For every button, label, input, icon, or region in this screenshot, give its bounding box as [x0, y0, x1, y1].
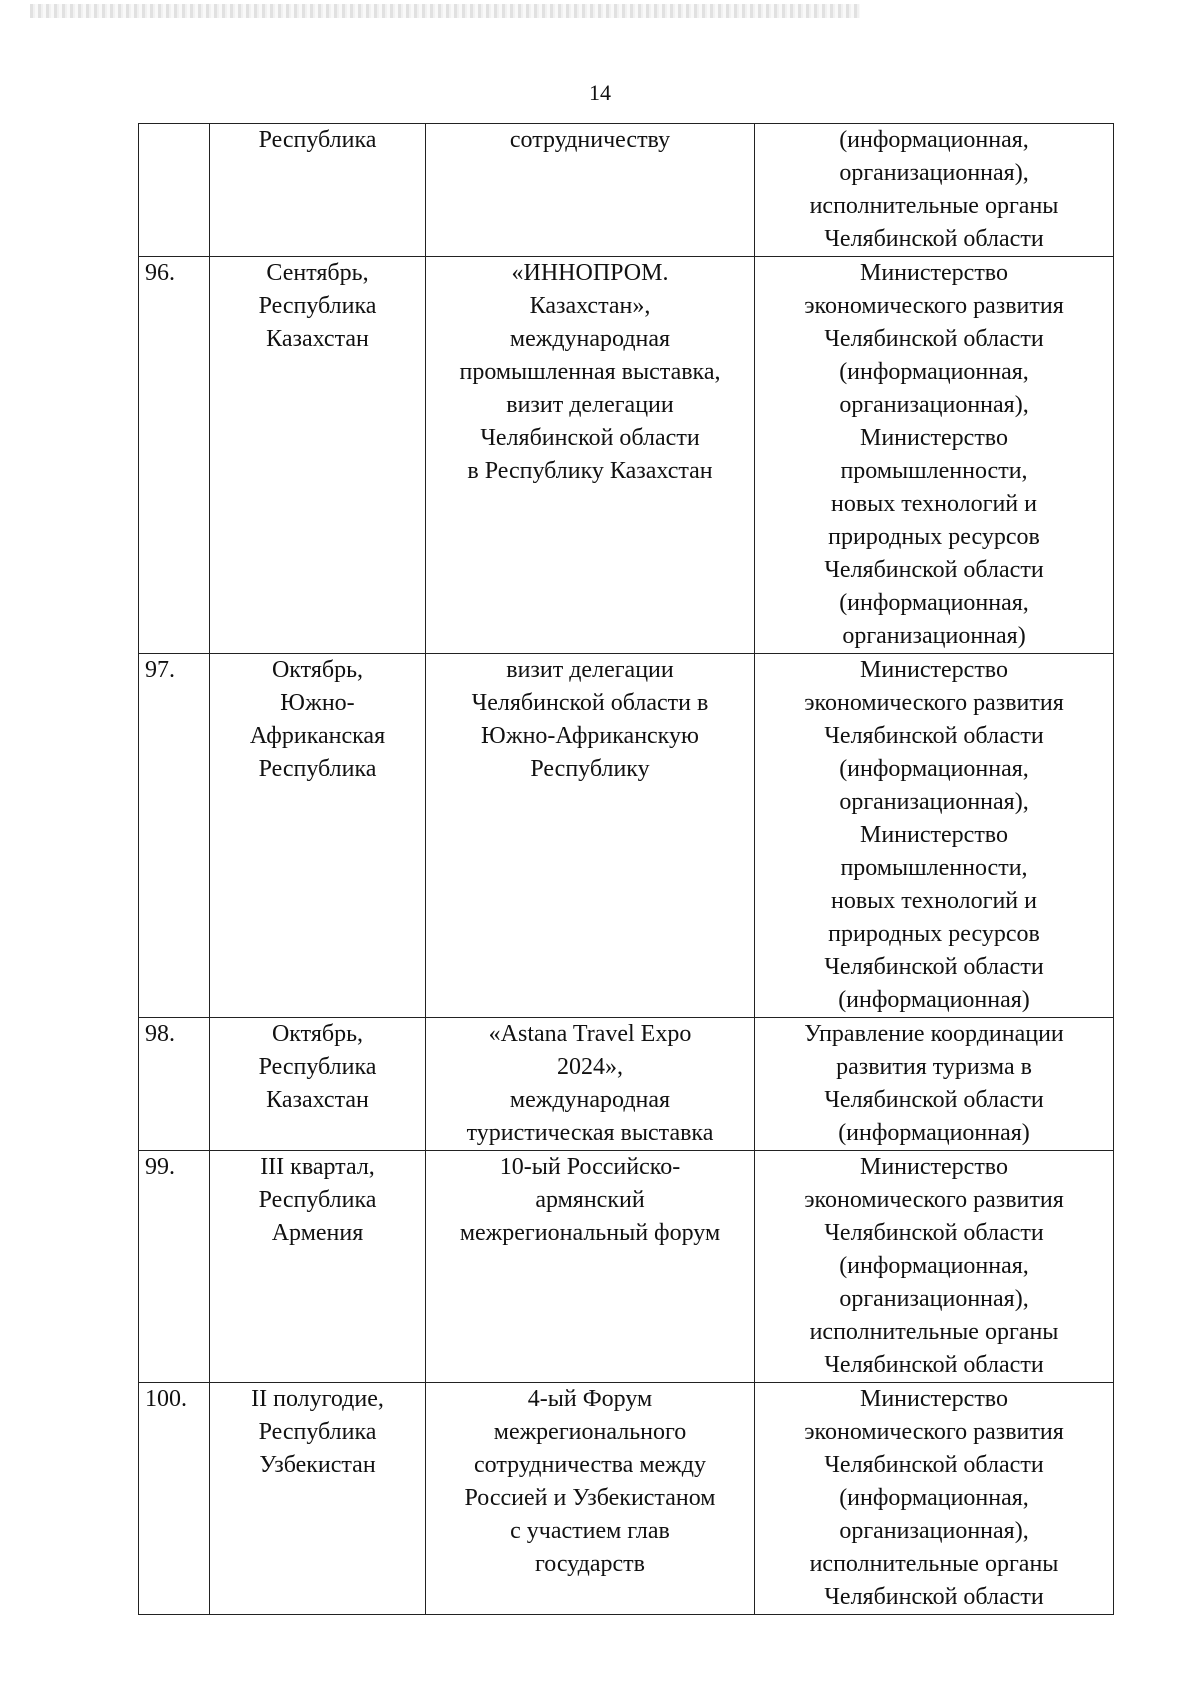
event-cell-line: Республику — [530, 756, 650, 782]
event-cell-line: Челябинской области в — [471, 690, 709, 716]
responsible-cell-line: (информационная, — [839, 359, 1029, 385]
responsible-cell-line: Челябинской области — [824, 1584, 1044, 1610]
event-cell-line: международная — [509, 326, 671, 352]
responsible-cell-line: (информационная, — [839, 756, 1029, 782]
responsible-cell-line: Челябинской области — [824, 1452, 1044, 1478]
responsible-cell-line: (информационная) — [838, 987, 1030, 1013]
responsible-cell-line: (информационная, — [839, 127, 1029, 153]
date-place-cell — [210, 1151, 426, 1383]
date-place-cell-line: Октябрь, — [271, 1021, 364, 1047]
date-place-cell-line: Республика — [258, 1054, 377, 1080]
event-cell-line: 2024», — [557, 1054, 623, 1080]
date-place-cell — [210, 124, 426, 257]
event-cell-line: с участием глав — [510, 1518, 670, 1544]
event-cell-line: Россией и Узбекистаном — [464, 1485, 716, 1511]
responsible-cell-line: Министерство — [860, 260, 1008, 286]
responsible-cell — [755, 1383, 1114, 1615]
events-table-body — [139, 124, 1114, 1615]
responsible-cell-line: Челябинской области — [824, 1087, 1044, 1113]
responsible-cell-line: организационная), — [839, 789, 1029, 815]
responsible-cell-line: организационная), — [839, 160, 1029, 186]
date-place-cell-line: Казахстан — [266, 326, 369, 352]
row-number-cell: 97. — [139, 654, 210, 1018]
responsible-cell-line: Челябинской области — [824, 954, 1044, 980]
responsible-cell-line: организационная), — [839, 1286, 1029, 1312]
responsible-cell-line: исполнительные органы — [809, 193, 1059, 219]
row-number-cell — [139, 124, 210, 257]
table-row — [139, 257, 1114, 654]
responsible-cell-line: Министерство — [860, 657, 1008, 683]
responsible-cell-line: исполнительные органы — [809, 1319, 1059, 1345]
row-number-cell: 99. — [139, 1151, 210, 1383]
date-place-cell — [210, 1018, 426, 1151]
responsible-cell-line: природных ресурсов — [828, 921, 1040, 947]
event-cell-line: «ИННОПРОМ. — [511, 260, 669, 286]
event-cell-line: визит делегации — [506, 657, 674, 683]
event-cell — [426, 1018, 755, 1151]
date-place-cell-line: Республика — [258, 1419, 377, 1445]
responsible-cell-line: (информационная, — [839, 1253, 1029, 1279]
date-place-cell-line: Республика — [258, 756, 377, 782]
responsible-cell-line: промышленности, — [840, 458, 1028, 484]
table-row — [139, 1018, 1114, 1151]
responsible-cell-line: Челябинской области — [824, 326, 1044, 352]
responsible-cell-line: Министерство — [860, 822, 1008, 848]
event-cell-line: сотрудничества между — [474, 1452, 706, 1478]
row-number-cell: 98. — [139, 1018, 210, 1151]
table-row — [139, 1383, 1114, 1615]
date-place-cell-line: Республика — [258, 1187, 377, 1213]
page-number: 14 — [589, 80, 611, 105]
responsible-cell-line: Челябинской области — [824, 1352, 1044, 1378]
responsible-cell-line: Министерство — [860, 1386, 1008, 1412]
responsible-cell — [755, 1151, 1114, 1383]
responsible-cell-line: организационная), — [839, 392, 1029, 418]
responsible-cell-line: новых технологий и — [830, 491, 1037, 517]
date-place-cell-line: Республика — [258, 293, 377, 319]
date-place-cell — [210, 1383, 426, 1615]
event-cell-line: государств — [534, 1551, 645, 1577]
row-number-cell: 96. — [139, 257, 210, 654]
date-place-cell-line: III квартал, — [260, 1154, 375, 1180]
responsible-cell-line: развития туризма в — [836, 1054, 1032, 1080]
table-row — [139, 654, 1114, 1018]
event-cell-line: туристическая выставка — [466, 1120, 714, 1146]
responsible-cell — [755, 654, 1114, 1018]
responsible-cell-line: (информационная, — [839, 590, 1029, 616]
event-cell — [426, 654, 755, 1018]
responsible-cell — [755, 257, 1114, 654]
event-cell — [426, 124, 755, 257]
row-number-cell: 100. — [139, 1383, 210, 1615]
event-cell-line: сотрудничеству — [509, 127, 671, 153]
event-cell-line: Южно-Африканскую — [481, 723, 699, 749]
responsible-cell — [755, 1018, 1114, 1151]
date-place-cell-line: Африканская — [249, 723, 386, 749]
date-place-cell-line: Южно- — [280, 690, 355, 716]
responsible-cell-line: промышленности, — [840, 855, 1028, 881]
responsible-cell-line: (информационная, — [839, 1485, 1029, 1511]
event-cell-line: межрегионального — [493, 1419, 687, 1445]
responsible-cell — [755, 124, 1114, 257]
responsible-cell-line: экономического развития — [804, 293, 1064, 319]
responsible-cell-line: экономического развития — [804, 690, 1064, 716]
responsible-cell-line: Челябинской области — [824, 723, 1044, 749]
responsible-cell-line: Министерство — [860, 1154, 1008, 1180]
event-cell-line: Челябинской области — [480, 425, 700, 451]
date-place-cell — [210, 257, 426, 654]
responsible-cell-line: организационная) — [842, 623, 1026, 649]
date-place-cell-line: II полугодие, — [251, 1386, 384, 1412]
event-cell — [426, 1151, 755, 1383]
event-cell-line: визит делегации — [506, 392, 674, 418]
responsible-cell-line: новых технологий и — [830, 888, 1037, 914]
date-place-cell — [210, 654, 426, 1018]
event-cell-line: межрегиональный форум — [459, 1220, 721, 1246]
events-table — [138, 123, 1114, 1615]
date-place-cell-line: Сентябрь, — [266, 260, 369, 286]
event-cell-line: в Республику Казахстан — [467, 458, 713, 484]
responsible-cell-line: экономического развития — [804, 1187, 1064, 1213]
responsible-cell-line: Министерство — [860, 425, 1008, 451]
responsible-cell-line: экономического развития — [804, 1419, 1064, 1445]
event-cell-line: 4-ый Форум — [527, 1386, 653, 1412]
date-place-cell-line: Октябрь, — [271, 657, 364, 683]
event-cell-line: международная — [509, 1087, 671, 1113]
event-cell — [426, 1383, 755, 1615]
table-row — [139, 1151, 1114, 1383]
event-cell-line: Казахстан», — [529, 293, 651, 319]
responsible-cell-line: Челябинской области — [824, 557, 1044, 583]
responsible-cell-line: природных ресурсов — [828, 524, 1040, 550]
event-cell-line: армянский — [535, 1187, 645, 1213]
event-cell — [426, 257, 755, 654]
responsible-cell-line: исполнительные органы — [809, 1551, 1059, 1577]
table-row — [139, 124, 1114, 257]
responsible-cell-line: Челябинской области — [824, 1220, 1044, 1246]
event-cell-line: «Astana Travel Expo — [488, 1021, 692, 1047]
event-cell-line: 10-ый Российско- — [499, 1154, 681, 1180]
responsible-cell-line: организационная), — [839, 1518, 1029, 1544]
responsible-cell-line: Челябинской области — [824, 226, 1044, 252]
date-place-cell-line: Республика — [258, 127, 377, 153]
responsible-cell-line: (информационная) — [838, 1120, 1030, 1146]
scan-artifact-strip — [30, 4, 860, 18]
responsible-cell-line: Управление координации — [804, 1021, 1064, 1047]
event-cell-line: промышленная выставка, — [459, 359, 721, 385]
date-place-cell-line: Армения — [271, 1220, 364, 1246]
date-place-cell-line: Узбекистан — [259, 1452, 376, 1478]
date-place-cell-line: Казахстан — [266, 1087, 369, 1113]
